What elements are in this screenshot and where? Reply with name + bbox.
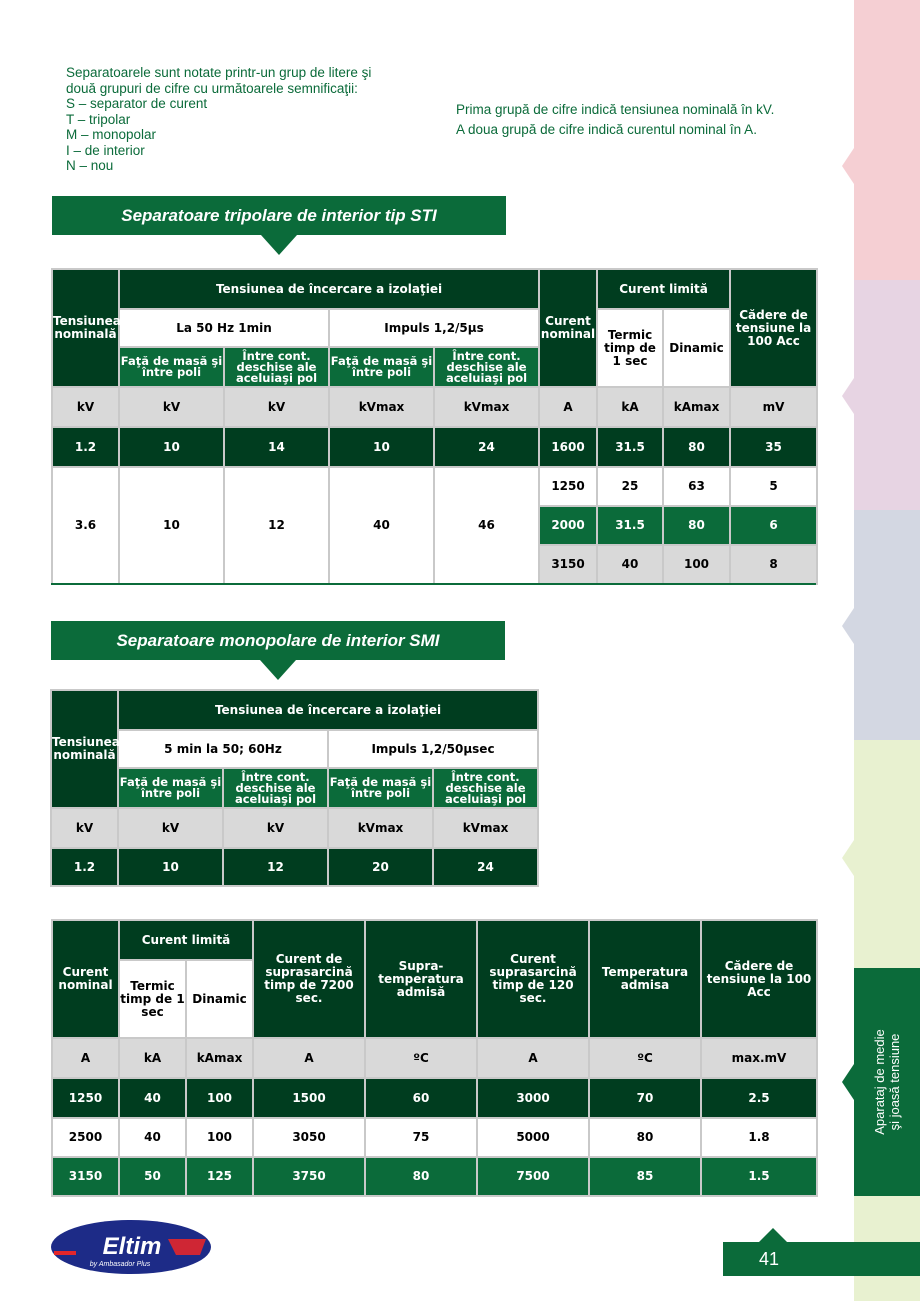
page-number (723, 1242, 920, 1276)
unit-cell: kAmax (663, 387, 730, 427)
unit-cell: kVmax (433, 808, 538, 848)
smi-title: Separatoare monopolare de interior SMI (116, 630, 440, 650)
sti-h-incercare: Tensiunea de încercare a izolaţiei (119, 269, 539, 309)
intro-line: M – monopolar (66, 127, 157, 142)
cell: 46 (434, 467, 539, 584)
t3-h-temp: Temperatura admisa (589, 920, 701, 1038)
cell: 1.2 (51, 848, 118, 886)
intro-text (66, 65, 416, 174)
unit-cell: kV (52, 387, 119, 427)
cell: 31.5 (597, 427, 663, 467)
cell: 12 (224, 467, 329, 584)
cell: 1.2 (52, 427, 119, 467)
cell: 24 (434, 427, 539, 467)
unit-cell: kV (51, 808, 118, 848)
cell: 1500 (253, 1078, 365, 1118)
sti-h-impuls: Impuls 1,2/5µs (329, 309, 539, 347)
cell: 5 (730, 467, 817, 506)
unit-cell: ºC (365, 1038, 477, 1078)
logo-sub: by Ambasador Plus (89, 1261, 151, 1268)
smi-h-tensiunea: Tensiunea nominală (51, 690, 118, 808)
smi-h-intre: Între cont. deschise ale aceluiaşi pol (223, 768, 328, 808)
t3-h-termic: Termic timp de 1 sec (119, 960, 186, 1038)
cell: 25 (597, 467, 663, 506)
page-number-text: 41 (759, 1248, 780, 1269)
cell: 40 (119, 1118, 186, 1157)
cell: 40 (329, 467, 434, 584)
smi-h-fata: Faţă de masă şi între poli (328, 768, 433, 808)
sti-h-intre: Între cont. deschise ale aceluiaşi pol (434, 347, 539, 387)
cell: 100 (186, 1118, 253, 1157)
cell: 63 (663, 467, 730, 506)
unit-cell: A (253, 1038, 365, 1078)
cell: 10 (119, 467, 224, 584)
unit-cell: max.mV (701, 1038, 817, 1078)
cell: 35 (730, 427, 817, 467)
cell: 50 (119, 1157, 186, 1196)
section-tab-label (872, 1029, 902, 1135)
cell: 1250 (539, 467, 597, 506)
sti-h-50hz: La 50 Hz 1min (119, 309, 329, 347)
cell: 85 (589, 1157, 701, 1196)
side-notch (842, 378, 854, 414)
smi-h-impuls: Impuls 1,2/50µsec (328, 730, 538, 768)
smi-h-5min: 5 min la 50; 60Hz (118, 730, 328, 768)
unit-cell: A (477, 1038, 589, 1078)
sti-h-fata: Faţă de masă şi între poli (119, 347, 224, 387)
unit-cell: kVmax (329, 387, 434, 427)
cell: 80 (663, 427, 730, 467)
cell: 6 (730, 506, 817, 545)
unit-cell: ºC (589, 1038, 701, 1078)
smi-table (50, 689, 539, 887)
intro-line: două grupuri de cifre cu următoarele semnificaţii: (66, 80, 358, 96)
unit-cell: kV (119, 387, 224, 427)
cell: 3000 (477, 1078, 589, 1118)
intro-right-line: A doua grupă de cifre indică curentul nominal în A. (456, 122, 757, 137)
cell: 1.8 (701, 1118, 817, 1157)
cell: 80 (663, 506, 730, 545)
side-band-bluegray (854, 510, 920, 740)
t3-h-supratemp: Supra- temperatura admisă (365, 920, 477, 1038)
intro-right-line: Prima grupă de cifre indică tensiunea nominală în kV. (456, 102, 775, 117)
eltim-logo (50, 1219, 212, 1275)
table-row (52, 467, 817, 506)
sti-table (51, 268, 818, 585)
side-notch (842, 840, 854, 876)
cell: 100 (186, 1078, 253, 1118)
sti-h-limita: Curent limită (597, 269, 730, 309)
smi-h-incercare: Tensiunea de încercare a izolaţiei (118, 690, 538, 730)
t3-h-dinamic: Dinamic (186, 960, 253, 1038)
section-tab-line2: şi joasă tensiune (887, 1033, 902, 1131)
cell: 14 (224, 427, 329, 467)
table-row (51, 808, 538, 848)
t3-h-supra120: Curent suprasarcină timp de 120 sec. (477, 920, 589, 1038)
cell: 75 (365, 1118, 477, 1157)
sti-h-tensiunea: Tensiunea nominală (52, 269, 119, 387)
cell: 80 (365, 1157, 477, 1196)
sti-h-intre: Între cont. deschise ale aceluiaşi pol (224, 347, 329, 387)
cell: 2000 (539, 506, 597, 545)
unit-cell: A (539, 387, 597, 427)
cell: 3750 (253, 1157, 365, 1196)
cell: 7500 (477, 1157, 589, 1196)
intro-line: N – nou (66, 158, 114, 173)
cell: 125 (186, 1157, 253, 1196)
unit-cell: kAmax (186, 1038, 253, 1078)
cell: 60 (365, 1078, 477, 1118)
smi-h-fata: Faţă de masă şi între poli (118, 768, 223, 808)
table-row (52, 427, 817, 467)
cell: 24 (433, 848, 538, 886)
cell: 1250 (52, 1078, 119, 1118)
side-notch (842, 148, 854, 184)
table-row (52, 1038, 817, 1078)
cell: 5000 (477, 1118, 589, 1157)
unit-cell: kVmax (328, 808, 433, 848)
unit-cell: kV (223, 808, 328, 848)
unit-cell: kV (224, 387, 329, 427)
logo-graphic (50, 1219, 212, 1275)
cell: 80 (589, 1118, 701, 1157)
section-tab (854, 968, 920, 1196)
sti-title-banner (52, 196, 506, 235)
side-band-pink (854, 0, 920, 280)
t3-h-limita: Curent limită (119, 920, 253, 960)
smi-h-intre: Între cont. deschise ale aceluiaşi pol (433, 768, 538, 808)
cell: 40 (597, 545, 663, 584)
intro-line: I – de interior (66, 142, 145, 158)
sti-h-cadere: Cădere de tensiune la 100 Acc (730, 269, 817, 387)
table-row (52, 1118, 817, 1157)
cell: 2.5 (701, 1078, 817, 1118)
unit-cell: kA (119, 1038, 186, 1078)
sti-h-termic: Termic timp de 1 sec (597, 309, 663, 387)
side-notch (842, 1064, 854, 1100)
intro-line: S – separator de curent (66, 96, 208, 111)
cell: 3150 (52, 1157, 119, 1196)
side-notch (842, 608, 854, 644)
unit-cell: A (52, 1038, 119, 1078)
cell: 2500 (52, 1118, 119, 1157)
cell: 3150 (539, 545, 597, 584)
cell: 40 (119, 1078, 186, 1118)
t3-h-suprasarcina: Curent de suprasarcină timp de 7200 sec. (253, 920, 365, 1038)
cell: 8 (730, 545, 817, 584)
current-table (51, 919, 818, 1197)
cell: 10 (329, 427, 434, 467)
sti-h-curent: Curent nominal (539, 269, 597, 387)
table-row (52, 1078, 817, 1118)
smi-title-banner (51, 621, 505, 660)
t3-h-curent: Curent nominal (52, 920, 119, 1038)
unit-cell: kA (597, 387, 663, 427)
intro-line: Separatoarele sunt notate printr-un grup de litere şi (66, 65, 372, 80)
sti-title: Separatoare tripolare de interior tip STI (121, 205, 437, 225)
cell: 1600 (539, 427, 597, 467)
cell: 12 (223, 848, 328, 886)
cell: 3.6 (52, 467, 119, 584)
table-row (52, 1157, 817, 1196)
intro-right (456, 100, 836, 140)
cell: 1.5 (701, 1157, 817, 1196)
sti-table-bottom-rule (51, 583, 816, 585)
side-band-lilac (854, 280, 920, 510)
logo-brand: Eltim (102, 1233, 162, 1260)
unit-cell: kV (118, 808, 223, 848)
sti-h-fata: Faţă de masă şi între poli (329, 347, 434, 387)
cell: 20 (328, 848, 433, 886)
table-row (52, 387, 817, 427)
sti-h-dinamic: Dinamic (663, 309, 730, 387)
cell: 100 (663, 545, 730, 584)
cell: 10 (118, 848, 223, 886)
unit-cell: mV (730, 387, 817, 427)
intro-line: T – tripolar (66, 111, 131, 127)
table-row (51, 848, 538, 886)
t3-h-cadere: Cădere de tensiune la 100 Acc (701, 920, 817, 1038)
section-tab-line1: Aparataj de medie (872, 1029, 887, 1135)
cell: 10 (119, 427, 224, 467)
cell: 3050 (253, 1118, 365, 1157)
cell: 70 (589, 1078, 701, 1118)
unit-cell: kVmax (434, 387, 539, 427)
cell: 31.5 (597, 506, 663, 545)
